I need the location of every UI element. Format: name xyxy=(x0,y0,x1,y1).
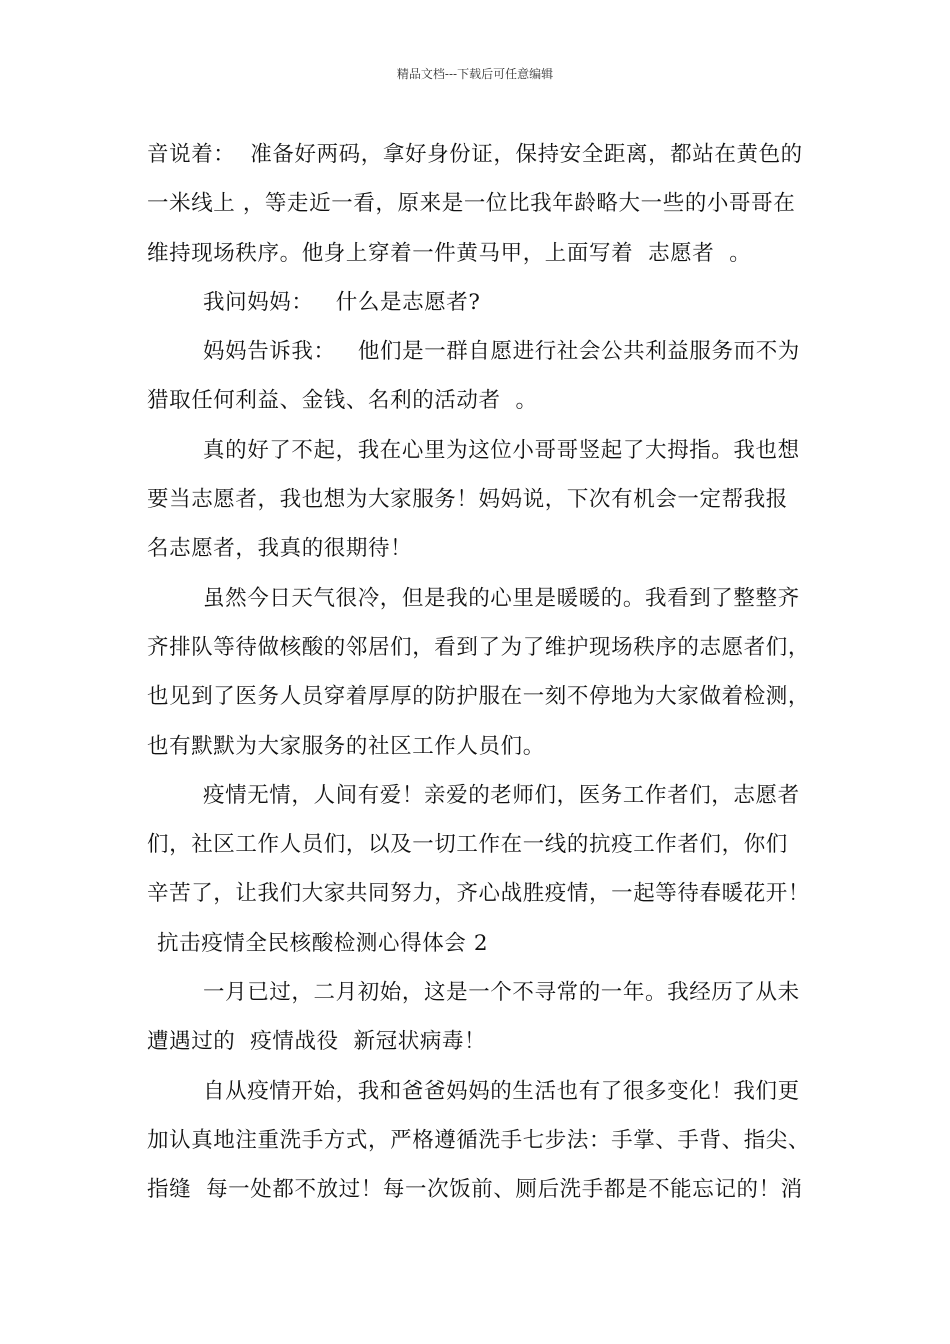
paragraph-start-line: 我问妈妈： 什么是志愿者? xyxy=(203,289,481,315)
text-line: 也见到了医务人员穿着厚厚的防护服在一刻不停地为大家做着检测， xyxy=(147,684,811,710)
text-line: 音说着： 准备好两码，拿好身份证，保持安全距离，都站在黄色的 xyxy=(147,142,803,167)
text-line: 遭遇过的 疫情战役 新冠状病毒！ xyxy=(147,1029,487,1055)
text-line: 加认真地注重洗手方式，严格遵循洗手七步法：手掌、手背、指尖、 xyxy=(147,1127,811,1153)
page-header: 精品文档---下载后可任意编辑 xyxy=(396,67,554,81)
paragraph-start-line: 真的好了不起，我在心里为这位小哥哥竖起了大拇指。我也想 xyxy=(203,437,800,463)
paragraph-start-line: 自从疫情开始，我和爸爸妈妈的生活也有了很多变化！我们更 xyxy=(203,1078,800,1104)
section-heading: 抗击疫情全民核酸检测心得体会 2 xyxy=(157,930,489,956)
text-line: 一米线上 ，等走近一看，原来是一位比我年龄略大一些的小哥哥在 xyxy=(147,191,796,217)
text-line: 齐排队等待做核酸的邻居们，看到了为了维护现场秩序的志愿者们， xyxy=(147,634,811,660)
text-line: 指缝 每一处都不放过！每一次饭前、厕后洗手都是不能忘记的！消 xyxy=(147,1177,803,1203)
paragraph-start-line: 虽然今日天气很冷，但是我的心里是暖暖的。我看到了整整齐 xyxy=(203,585,800,611)
text-line: 猎取任何利益、金钱、名利的活动者 。 xyxy=(147,388,538,414)
text-line: 们，社区工作人员们，以及一切工作在一线的抗疫工作者们，你们 xyxy=(147,832,788,858)
paragraph-start-line: 一月已过，二月初始，这是一个不寻常的一年。我经历了从未 xyxy=(203,980,800,1006)
text-line: 辛苦了，让我们大家共同努力，齐心战胜疫情，一起等待春暖花开！ xyxy=(147,881,811,907)
text-line: 也有默默为大家服务的社区工作人员们。 xyxy=(147,733,545,759)
text-line: 维持现场秩序。他身上穿着一件黄马甲，上面写着 志愿者 。 xyxy=(147,240,752,266)
document-body xyxy=(147,130,827,1215)
text-line: 要当志愿者，我也想为大家服务！妈妈说，下次有机会一定帮我报 xyxy=(147,487,788,513)
paragraph-start-line: 疫情无情，人间有爱！亲爱的老师们，医务工作者们，志愿者 xyxy=(203,782,800,808)
paragraph-start-line: 妈妈告诉我： 他们是一群自愿进行社会公共利益服务而不为 xyxy=(203,339,800,365)
text-line: 名志愿者，我真的很期待！ xyxy=(147,536,413,562)
